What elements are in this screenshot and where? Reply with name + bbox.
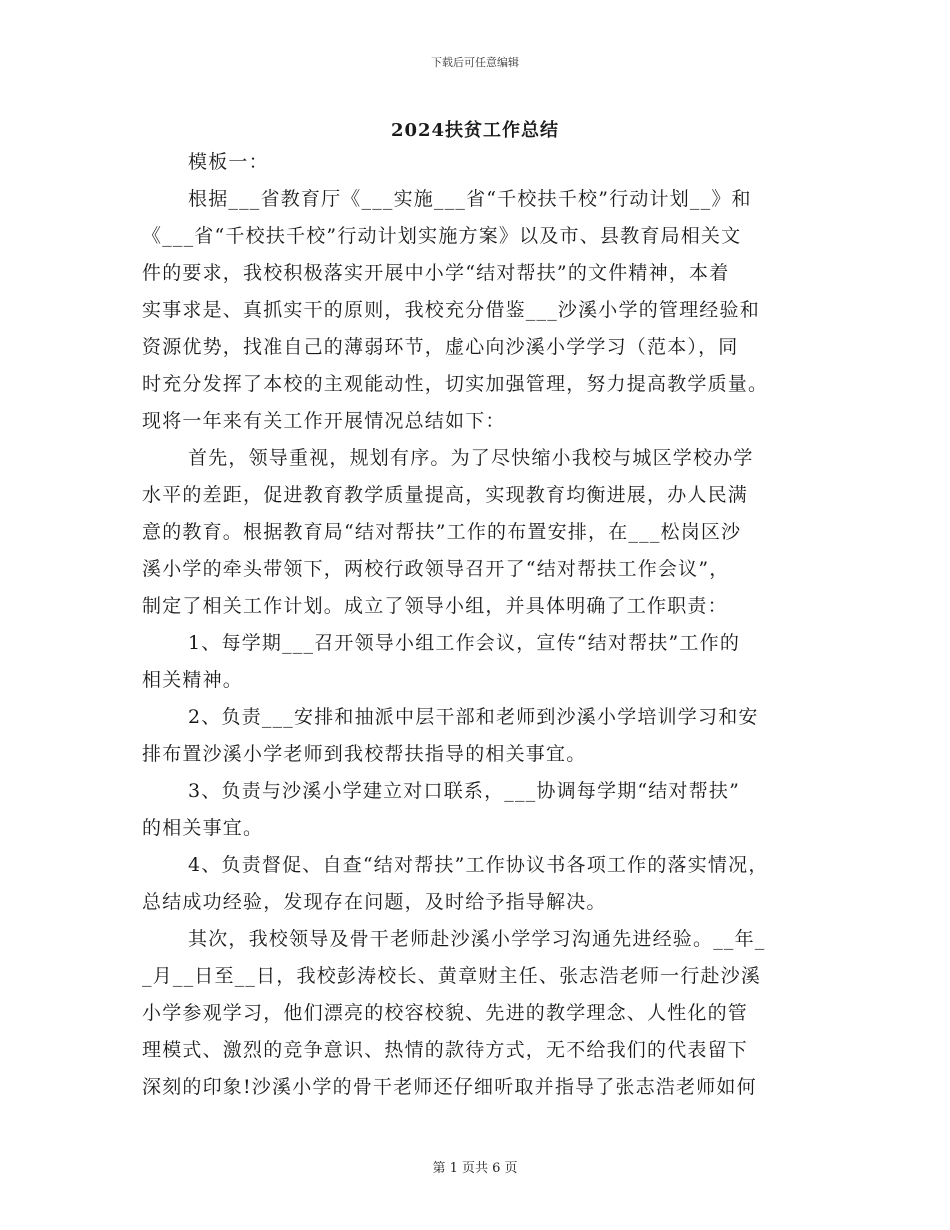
body-line: 溪小学的牵头带领下，两校行政领导召开了“结对帮扶工作会议”， [142, 558, 730, 580]
body-line: 2、负责___安排和抽派中层干部和老师到沙溪小学培训学习和安 [188, 706, 759, 728]
body-line: 3、负责与沙溪小学建立对口联系，___协调每学期“结对帮扶” [188, 780, 741, 802]
body-line: 根据___省教育厅《___实施___省“千校扶千校”行动计划__》和 [188, 188, 752, 210]
body-line: 实事求是、真抓实干的原则，我校充分借鉴___沙溪小学的管理经验和 [142, 299, 760, 321]
body-line: 1、每学期___召开领导小组工作会议，宣传“结对帮扶”工作的 [188, 632, 741, 654]
body-line: 资源优势，找准自己的薄弱环节，虚心向沙溪小学学习（范本），同 [142, 336, 739, 358]
body-line: 排布置沙溪小学老师到我校帮扶指导的相关事宜。 [142, 743, 587, 765]
body-line: 制定了相关工作计划。成立了领导小组，并具体明确了工作职责： [142, 595, 728, 617]
document-title: 2024扶贫工作总结 [390, 120, 560, 141]
body-line: 4、负责督促、自查“结对帮扶”工作协议书各项工作的落实情况， [188, 854, 769, 876]
body-line: 总结成功经验，发现存在问题，及时给予指导解决。 [142, 891, 607, 913]
body-line: 模板一： [188, 151, 269, 173]
body-line: 相关精神。 [142, 669, 244, 691]
body-line: 的相关事宜。 [142, 817, 264, 839]
body-line: 水平的差距，促进教育教学质量提高，实现教育均衡进展，办人民满 [142, 484, 749, 506]
body-line: 现将一年来有关工作开展情况总结如下： [142, 410, 506, 432]
body-line: 小学参观学习，他们漂亮的校容校貌、先进的教学理念、人性化的管 [142, 1002, 749, 1024]
body-line: _月__日至__日，我校彭涛校长、黄章财主任、张志浩老师一行赴沙溪 [142, 965, 762, 987]
body-line: 时充分发挥了本校的主观能动性，切实加强管理，努力提高教学质量。 [142, 373, 769, 395]
header-note: 下载后可任意编辑 [431, 56, 519, 69]
body-line: 理模式、激烈的竞争意识、热情的款待方式，无不给我们的代表留下 [142, 1039, 749, 1061]
body-line: 其次，我校领导及骨干老师赴沙溪小学学习沟通先进经验。__年_ [188, 928, 766, 950]
body-line: 件的要求，我校积极落实开展中小学“结对帮扶”的文件精神，本着 [142, 262, 730, 284]
body-line: 《___省“千校扶千校”行动计划实施方案》以及市、县教育局相关文 [142, 225, 742, 247]
body-line: 深刻的印象!沙溪小学的骨干老师还仔细听取并指导了张志浩老师如何 [142, 1076, 757, 1098]
page-number: 第 1 页共 6 页 [432, 1161, 518, 1176]
body-line: 意的教育。根据教育局“结对帮扶”工作的布置安排，在___松岗区沙 [142, 521, 742, 543]
body-line: 首先，领导重视，规划有序。为了尽快缩小我校与城区学校办学 [188, 447, 754, 469]
